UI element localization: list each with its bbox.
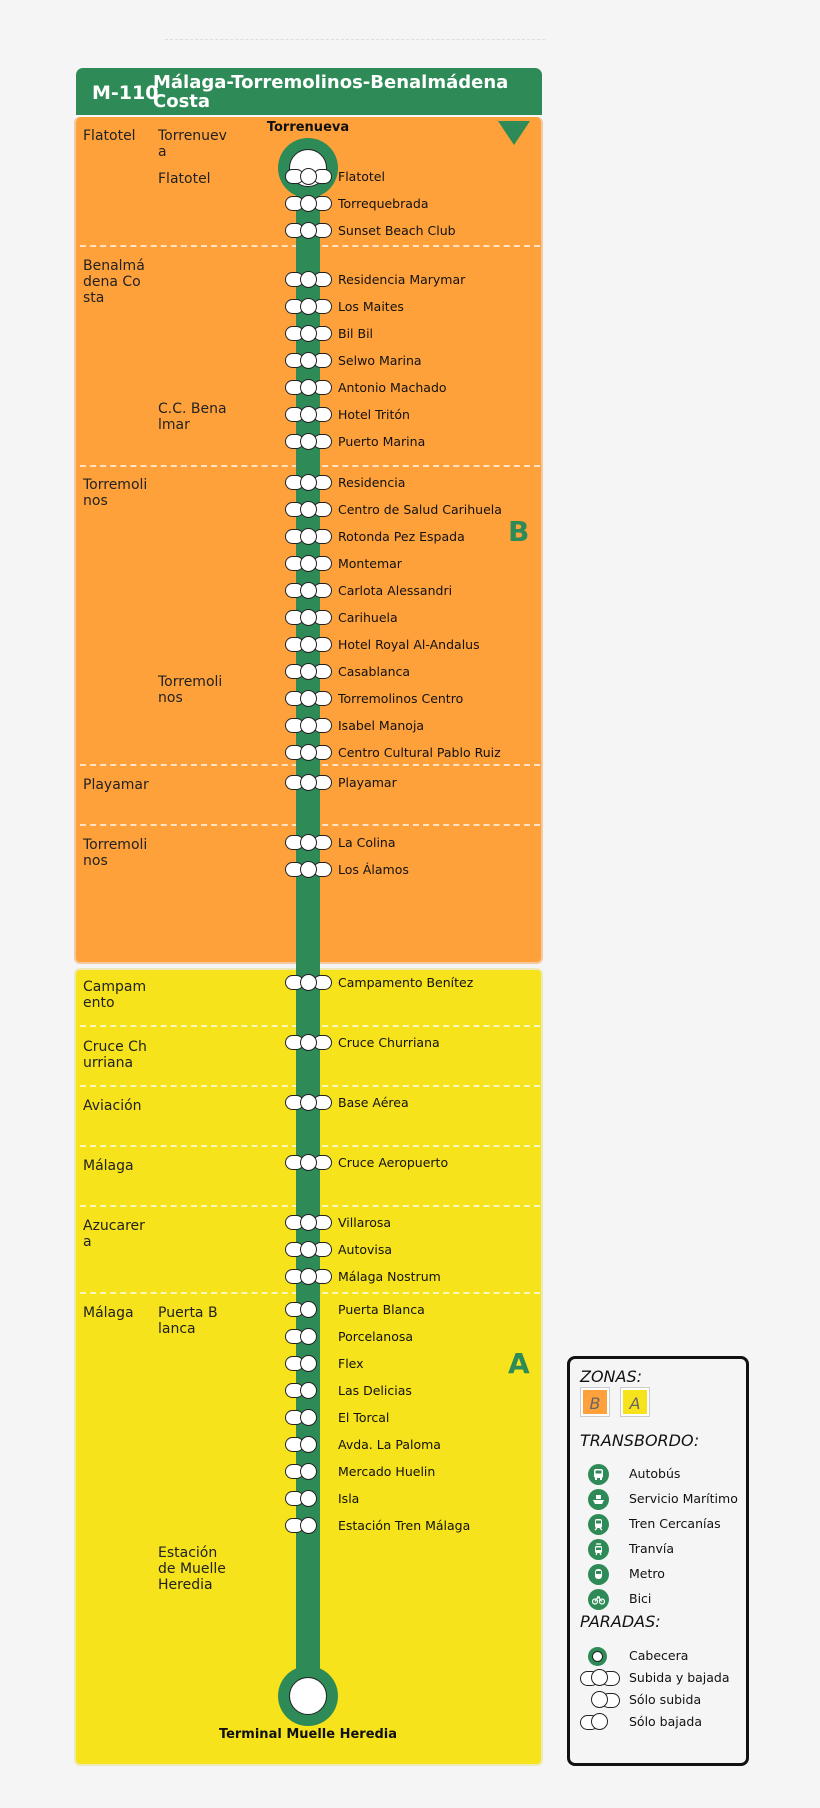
stop-name: Los Álamos bbox=[338, 862, 409, 877]
municipality-label: Cruce Churriana bbox=[83, 1039, 147, 1071]
place-label: Torremolinos bbox=[158, 674, 223, 706]
stop-row bbox=[0, 527, 560, 547]
legend-stop-row bbox=[570, 1712, 750, 1732]
stop-name: Estación Tren Málaga bbox=[338, 1518, 471, 1533]
stop-row bbox=[0, 1408, 560, 1428]
stop-marker bbox=[300, 1241, 317, 1258]
stop-row bbox=[0, 167, 560, 187]
stop-row bbox=[0, 860, 560, 880]
bus-icon bbox=[588, 1464, 609, 1485]
stop-name: Hotel Tritón bbox=[338, 407, 410, 422]
stop-marker bbox=[300, 1517, 317, 1534]
stop-marker bbox=[300, 744, 317, 761]
stop-row bbox=[0, 716, 560, 736]
stop-row bbox=[0, 351, 560, 371]
stop-marker bbox=[300, 298, 317, 315]
municipality-label: Aviación bbox=[83, 1098, 142, 1114]
stop-name: Hotel Royal Al-Andalus bbox=[338, 637, 480, 652]
place-label: Puerta Blanca bbox=[158, 1305, 218, 1337]
stop-row bbox=[0, 689, 560, 709]
stop-row bbox=[0, 635, 560, 655]
stop-row bbox=[0, 1267, 560, 1287]
legend-stop-row bbox=[570, 1668, 750, 1688]
stop-name: Autovisa bbox=[338, 1242, 393, 1257]
stop-marker bbox=[300, 1490, 317, 1507]
stop-name: Casablanca bbox=[338, 664, 411, 679]
legend-stop-label: Sólo subida bbox=[629, 1692, 702, 1707]
legend-transfer-label: Autobús bbox=[629, 1466, 681, 1481]
stop-name: Campamento Benítez bbox=[338, 975, 474, 990]
stop-marker bbox=[300, 636, 317, 653]
place-label: Estación de Muelle Heredia bbox=[158, 1545, 226, 1593]
legend-transfer-row bbox=[570, 1464, 750, 1484]
stop-row bbox=[0, 270, 560, 290]
stop-marker bbox=[300, 222, 317, 239]
stop-marker bbox=[300, 1214, 317, 1231]
top-rule bbox=[165, 39, 545, 40]
stop-name: Las Delicias bbox=[338, 1383, 412, 1398]
zone-b-label: B bbox=[508, 515, 530, 548]
stop-row bbox=[0, 833, 560, 853]
stop-row bbox=[0, 581, 560, 601]
legend-zone-b: B bbox=[581, 1388, 609, 1416]
stop-marker bbox=[300, 379, 317, 396]
start-terminal-label: Torrenueva bbox=[266, 120, 350, 135]
direction-arrow-icon bbox=[498, 121, 530, 145]
route-header bbox=[76, 68, 542, 115]
stop-row bbox=[0, 608, 560, 628]
legend-transfer-row bbox=[570, 1589, 750, 1609]
stop-marker bbox=[300, 474, 317, 491]
stop-name: Cruce Churriana bbox=[338, 1035, 440, 1050]
legend-stop-label: Sólo bajada bbox=[629, 1714, 702, 1729]
stop-marker bbox=[300, 1355, 317, 1372]
legend-zones-title: ZONAS: bbox=[580, 1367, 643, 1386]
place-label: Flatotel bbox=[158, 171, 211, 187]
stop-name: Isla bbox=[338, 1491, 360, 1506]
stop-row bbox=[0, 743, 560, 763]
municipality-label: Málaga bbox=[83, 1305, 134, 1321]
stop-row bbox=[0, 1435, 560, 1455]
legend-transfer-row bbox=[570, 1514, 750, 1534]
legend bbox=[567, 1356, 749, 1766]
municipality-label: Benalmádena Costa bbox=[83, 258, 145, 306]
stop-row bbox=[0, 773, 560, 793]
tram-icon bbox=[588, 1539, 609, 1560]
stop-row bbox=[0, 221, 560, 241]
stop-row bbox=[0, 1093, 560, 1113]
stop-name: Torrequebrada bbox=[338, 196, 429, 211]
stop-marker bbox=[300, 1382, 317, 1399]
stop-name: El Torcal bbox=[338, 1410, 390, 1425]
legend-transfer-label: Tranvía bbox=[629, 1541, 675, 1556]
route-id: M-110 bbox=[92, 82, 159, 104]
stop-row bbox=[0, 1033, 560, 1053]
stop-name: Mercado Huelin bbox=[338, 1464, 436, 1479]
stop-name: Puerta Blanca bbox=[338, 1302, 425, 1317]
stop-row bbox=[0, 662, 560, 682]
stop-row bbox=[0, 378, 560, 398]
stop-name: Playamar bbox=[338, 775, 397, 790]
stop-marker bbox=[300, 582, 317, 599]
stop-marker bbox=[300, 609, 317, 626]
stop-name: Villarosa bbox=[338, 1215, 392, 1230]
legend-transfer-row bbox=[570, 1564, 750, 1584]
stop-marker bbox=[300, 433, 317, 450]
stop-marker bbox=[300, 195, 317, 212]
legend-stops-title: PARADAS: bbox=[580, 1612, 661, 1631]
stop-marker bbox=[300, 974, 317, 991]
legend-zone-a: A bbox=[621, 1388, 649, 1416]
stop-marker bbox=[300, 834, 317, 851]
stop-marker bbox=[300, 528, 317, 545]
legend-stop-row bbox=[570, 1690, 750, 1710]
stop-marker bbox=[300, 1154, 317, 1171]
municipality-label: Torremolinos bbox=[83, 837, 148, 869]
stop-row bbox=[0, 473, 560, 493]
stop-row bbox=[0, 1489, 560, 1509]
stop-name: Cruce Aeropuerto bbox=[338, 1155, 449, 1170]
municipality-label: Playamar bbox=[83, 777, 149, 793]
stop-name: Rotonda Pez Espada bbox=[338, 529, 465, 544]
stop-marker bbox=[300, 555, 317, 572]
municipality-label: Málaga bbox=[83, 1158, 134, 1174]
stop-marker bbox=[300, 663, 317, 680]
stop-name: Centro Cultural Pablo Ruiz bbox=[338, 745, 501, 760]
stop-name: Puerto Marina bbox=[338, 434, 426, 449]
stop-marker bbox=[300, 1328, 317, 1345]
stop-row bbox=[0, 500, 560, 520]
stop-marker bbox=[300, 406, 317, 423]
stop-marker bbox=[300, 325, 317, 342]
stop-row bbox=[0, 324, 560, 344]
end-terminal-label: Terminal Muelle Heredia bbox=[218, 1727, 398, 1742]
stop-row bbox=[0, 554, 560, 574]
terminal-stop-icon bbox=[588, 1647, 607, 1666]
stop-marker bbox=[300, 1301, 317, 1318]
stop-name: Porcelanosa bbox=[338, 1329, 414, 1344]
stop-marker bbox=[300, 1463, 317, 1480]
board-only-stop-icon bbox=[580, 1691, 620, 1709]
stop-name: Avda. La Paloma bbox=[338, 1437, 441, 1452]
stop-name: Centro de Salud Carihuela bbox=[338, 502, 502, 517]
stop-marker bbox=[300, 271, 317, 288]
stop-name: Montemar bbox=[338, 556, 402, 571]
stop-marker bbox=[300, 1409, 317, 1426]
municipality-label: Flatotel bbox=[83, 128, 136, 144]
stop-name: Flatotel bbox=[338, 169, 385, 184]
legend-transfer-label: Metro bbox=[629, 1566, 665, 1581]
stop-name: Carlota Alessandri bbox=[338, 583, 453, 598]
legend-transfer-row bbox=[570, 1489, 750, 1509]
stop-marker bbox=[300, 1436, 317, 1453]
municipality-label: Torremolinos bbox=[83, 477, 148, 509]
stop-row bbox=[0, 1516, 560, 1536]
stop-marker bbox=[300, 861, 317, 878]
ship-icon bbox=[588, 1489, 609, 1510]
stop-marker bbox=[300, 501, 317, 518]
legend-stop-label: Cabecera bbox=[629, 1648, 689, 1663]
stop-row bbox=[0, 1300, 560, 1320]
stop-row bbox=[0, 1213, 560, 1233]
alight-only-stop-icon bbox=[580, 1713, 620, 1731]
stop-name: Base Aérea bbox=[338, 1095, 409, 1110]
stop-name: Selwo Marina bbox=[338, 353, 422, 368]
stop-name: Los Maites bbox=[338, 299, 404, 314]
bicycle-icon bbox=[588, 1589, 609, 1610]
stop-marker bbox=[300, 774, 317, 791]
stop-marker bbox=[300, 1268, 317, 1285]
municipality-label: Campamento bbox=[83, 979, 147, 1011]
stop-marker bbox=[300, 717, 317, 734]
train-icon bbox=[588, 1514, 609, 1535]
municipality-label: Azucarera bbox=[83, 1218, 145, 1250]
zone-a-label: A bbox=[508, 1347, 530, 1380]
stop-marker bbox=[300, 1034, 317, 1051]
board-alight-stop-icon bbox=[580, 1669, 620, 1687]
stop-name: Málaga Nostrum bbox=[338, 1269, 441, 1284]
stop-name: Carihuela bbox=[338, 610, 398, 625]
legend-stop-row bbox=[570, 1646, 750, 1666]
stop-row bbox=[0, 1354, 560, 1374]
legend-transfer-title: TRANSBORDO: bbox=[580, 1431, 700, 1450]
legend-transfer-label: Bici bbox=[629, 1591, 652, 1606]
end-terminal-marker bbox=[278, 1666, 338, 1726]
stop-name: Residencia Marymar bbox=[338, 272, 466, 287]
stop-row bbox=[0, 973, 560, 993]
stop-row bbox=[0, 297, 560, 317]
stop-row bbox=[0, 405, 560, 425]
stop-row bbox=[0, 194, 560, 214]
stop-name: Antonio Machado bbox=[338, 380, 447, 395]
stop-marker bbox=[300, 1094, 317, 1111]
stop-marker bbox=[300, 168, 317, 185]
stop-name: Sunset Beach Club bbox=[338, 223, 456, 238]
stop-marker bbox=[300, 690, 317, 707]
stop-name: Residencia bbox=[338, 475, 406, 490]
stop-row bbox=[0, 1462, 560, 1482]
stop-name: La Colina bbox=[338, 835, 396, 850]
legend-stop-label: Subida y bajada bbox=[629, 1670, 730, 1685]
stop-row bbox=[0, 1153, 560, 1173]
stop-row bbox=[0, 432, 560, 452]
legend-transfer-label: Tren Cercanías bbox=[629, 1516, 721, 1531]
stop-row bbox=[0, 1240, 560, 1260]
place-label: C.C. Benalmar bbox=[158, 401, 227, 433]
stop-row bbox=[0, 1327, 560, 1347]
stop-marker bbox=[300, 352, 317, 369]
metro-icon bbox=[588, 1564, 609, 1585]
route-name: Málaga-Torremolinos-Benalmádena Costa bbox=[153, 72, 509, 112]
legend-transfer-row bbox=[570, 1539, 750, 1559]
stop-row bbox=[0, 1381, 560, 1401]
stop-name: Torremolinos Centro bbox=[338, 691, 464, 706]
place-label: Torrenueva bbox=[158, 128, 227, 160]
stop-name: Flex bbox=[338, 1356, 364, 1371]
stop-name: Bil Bil bbox=[338, 326, 374, 341]
legend-transfer-label: Servicio Marítimo bbox=[629, 1491, 738, 1506]
stop-name: Isabel Manoja bbox=[338, 718, 425, 733]
